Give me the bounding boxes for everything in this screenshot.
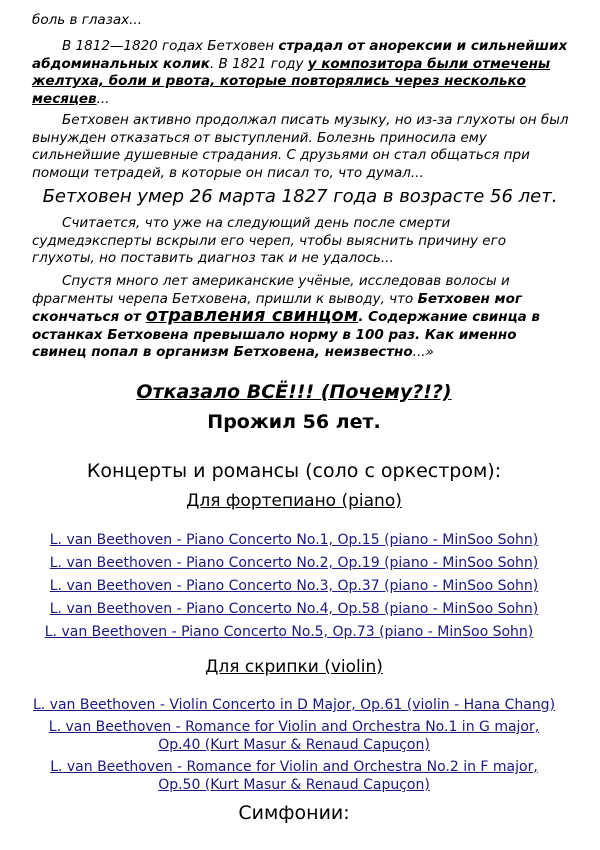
- violin-concerto-link[interactable]: L. van Beethoven - Violin Concerto in D Major, Op.61 (violin - Hana Chang): [32, 697, 556, 713]
- piano-concerto-link-1[interactable]: L. van Beethoven - Piano Concerto No.1, Op.15 (piano - MinSoo Sohn): [49, 532, 539, 548]
- paragraph-illness: В 1812—1820 годах Бетховен страдал от анорексии и сильнейших абдоминальных колик. В 1821 году у композитора были отмечены желтуха, боли и рвота, которые повторялись через несколько месяцев...: [32, 38, 568, 107]
- piano-link-list: [0, 529, 588, 644]
- violin-link-list: [0, 696, 588, 794]
- section-symphonies-title: Симфонии:: [238, 802, 350, 824]
- death-line: Бетховен умер 26 марта 1827 года в возрасте 56 лет.: [42, 186, 558, 207]
- heading-failed: Отказало ВСЁ!!! (Почему?!?): [136, 381, 452, 403]
- violin-romance-link-2[interactable]: L. van Beethoven - Romance for Violin and Orchestra No.2 in F major, Op.50 (Kurt Masur & Renaud Capuçon): [50, 759, 538, 793]
- piano-concerto-link-4[interactable]: L. van Beethoven - Piano Concerto No.4, Op.58 (piano - MinSoo Sohn): [49, 601, 539, 617]
- paragraph-autopsy: Считается, что уже на следующий день после смерти судмедэксперты вскрыли его череп, чтобы выяснить причину его глухоты, но поставить диагноз так и не удалось...: [32, 215, 506, 267]
- intro-fragment: боль в глазах...: [32, 12, 143, 28]
- piano-concerto-link-2[interactable]: L. van Beethoven - Piano Concerto No.2, Op.19 (piano - MinSoo Sohn): [49, 555, 539, 571]
- subsection-violin: Для скрипки (violin): [205, 657, 383, 677]
- piano-concerto-link-5[interactable]: L. van Beethoven - Piano Concerto No.5, Op.73 (piano - MinSoo Sohn): [44, 624, 534, 640]
- paragraph-lead: Спустя много лет американские учёные, исследовав волосы и фрагменты черепа Бетховена, пришли к выводу, что Бетховен мог скончаться от отравления свинцом. Содержание свинца в останках Бетховена превышало норму в 100 раз. Как именно свинец попал в организм Бетховена, неизвестно...»: [32, 273, 540, 361]
- heading-lived: Прожил 56 лет.: [207, 411, 381, 433]
- subsection-piano: Для фортепиано (piano): [186, 491, 402, 511]
- section-concerts-title: Концерты и романсы (соло с оркестром):: [86, 460, 502, 482]
- paragraph-deafness: Бетховен активно продолжал писать музыку, но из-за глухоты он был вынужден отказаться от выступлений. Болезнь приносила ему сильнейшие душевные страдания. С друзьями он стал общаться при помощи тетрадей, в которые он писал то, что думал...: [32, 112, 569, 181]
- piano-concerto-link-3[interactable]: L. van Beethoven - Piano Concerto No.3, Op.37 (piano - MinSoo Sohn): [49, 578, 539, 594]
- violin-romance-link-1[interactable]: L. van Beethoven - Romance for Violin and Orchestra No.1 in G major, Op.40 (Kurt Masur & Renaud Capuçon): [48, 719, 540, 753]
